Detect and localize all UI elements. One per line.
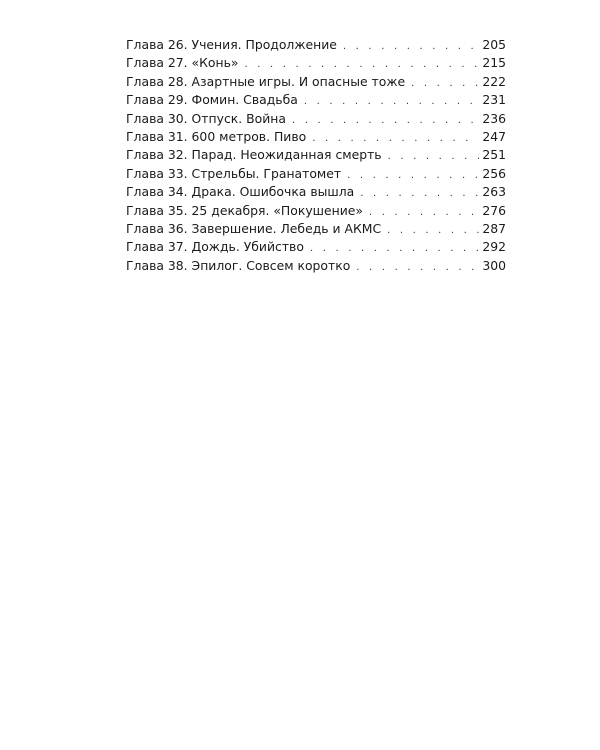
toc-entry xyxy=(126,91,506,109)
toc-entry-page: 205 xyxy=(482,37,506,52)
toc-entry xyxy=(126,54,506,72)
toc-entry-title: Глава 30. Отпуск. Война xyxy=(126,110,286,126)
toc-entry xyxy=(126,128,506,146)
toc-entry xyxy=(126,73,506,91)
toc-entry-page: 276 xyxy=(482,202,506,218)
toc-dot-leader xyxy=(388,148,480,166)
toc-entry-title: Глава 32. Парад. Неожиданная смерть xyxy=(126,147,382,163)
toc-entry-title: Глава 33. Стрельбы. Гранатомет xyxy=(126,165,342,181)
toc-entry-page: 236 xyxy=(482,110,506,126)
toc-entry-title: Глава 31. 600 метров. Пиво xyxy=(126,128,307,144)
toc-dot-leader xyxy=(356,259,479,277)
toc-entry-title: Глава 28. Азартные игры. И опасные тоже xyxy=(126,73,406,89)
toc-entry-page: 263 xyxy=(482,184,506,200)
toc-entry xyxy=(126,238,506,256)
toc-entry xyxy=(126,202,506,220)
toc-entry-page: 256 xyxy=(482,165,506,181)
toc-entry-title: Глава 27. «Конь» xyxy=(126,55,239,71)
toc-dot-leader xyxy=(347,167,479,185)
toc-dot-leader xyxy=(304,93,480,111)
toc-entry-title: Глава 35. 25 декабря. «Покушение» xyxy=(126,202,363,218)
toc-entry-page: 231 xyxy=(482,92,506,108)
toc-entry-page: 215 xyxy=(482,55,506,71)
toc-entry-title: Глава 37. Дождь. Убийство xyxy=(126,239,304,255)
toc-entry-page: 222 xyxy=(482,73,506,89)
toc-dot-leader xyxy=(411,75,479,93)
toc-dot-leader xyxy=(292,112,479,130)
toc-entry xyxy=(126,110,506,128)
toc-entry xyxy=(126,257,506,275)
toc-entry-title: Глава 26. Учения. Продолжение xyxy=(126,37,337,52)
toc-entry-page: 292 xyxy=(482,239,506,255)
toc-entry-title: Глава 38. Эпилог. Совсем коротко xyxy=(126,257,351,273)
toc-entry-title: Глава 36. Завершение. Лебедь и АКМС xyxy=(126,220,382,236)
toc-entry xyxy=(126,36,506,54)
toc-dot-leader xyxy=(360,185,479,203)
toc-entry-page: 251 xyxy=(482,147,506,163)
toc-entry xyxy=(126,220,506,238)
toc-entry-title: Глава 29. Фомин. Свадьба xyxy=(126,92,298,108)
table-of-contents xyxy=(126,36,506,275)
toc-entry xyxy=(126,183,506,201)
toc-dot-leader xyxy=(343,38,479,56)
toc-entry-page: 300 xyxy=(482,257,506,273)
toc-entry xyxy=(126,165,506,183)
toc-dot-leader xyxy=(387,222,479,240)
toc-entry xyxy=(126,146,506,164)
toc-dot-leader xyxy=(369,204,479,222)
toc-entry-title: Глава 34. Драка. Ошибочка вышла xyxy=(126,184,355,200)
toc-entry-page: 247 xyxy=(482,128,506,144)
toc-entry-page: 287 xyxy=(482,220,506,236)
